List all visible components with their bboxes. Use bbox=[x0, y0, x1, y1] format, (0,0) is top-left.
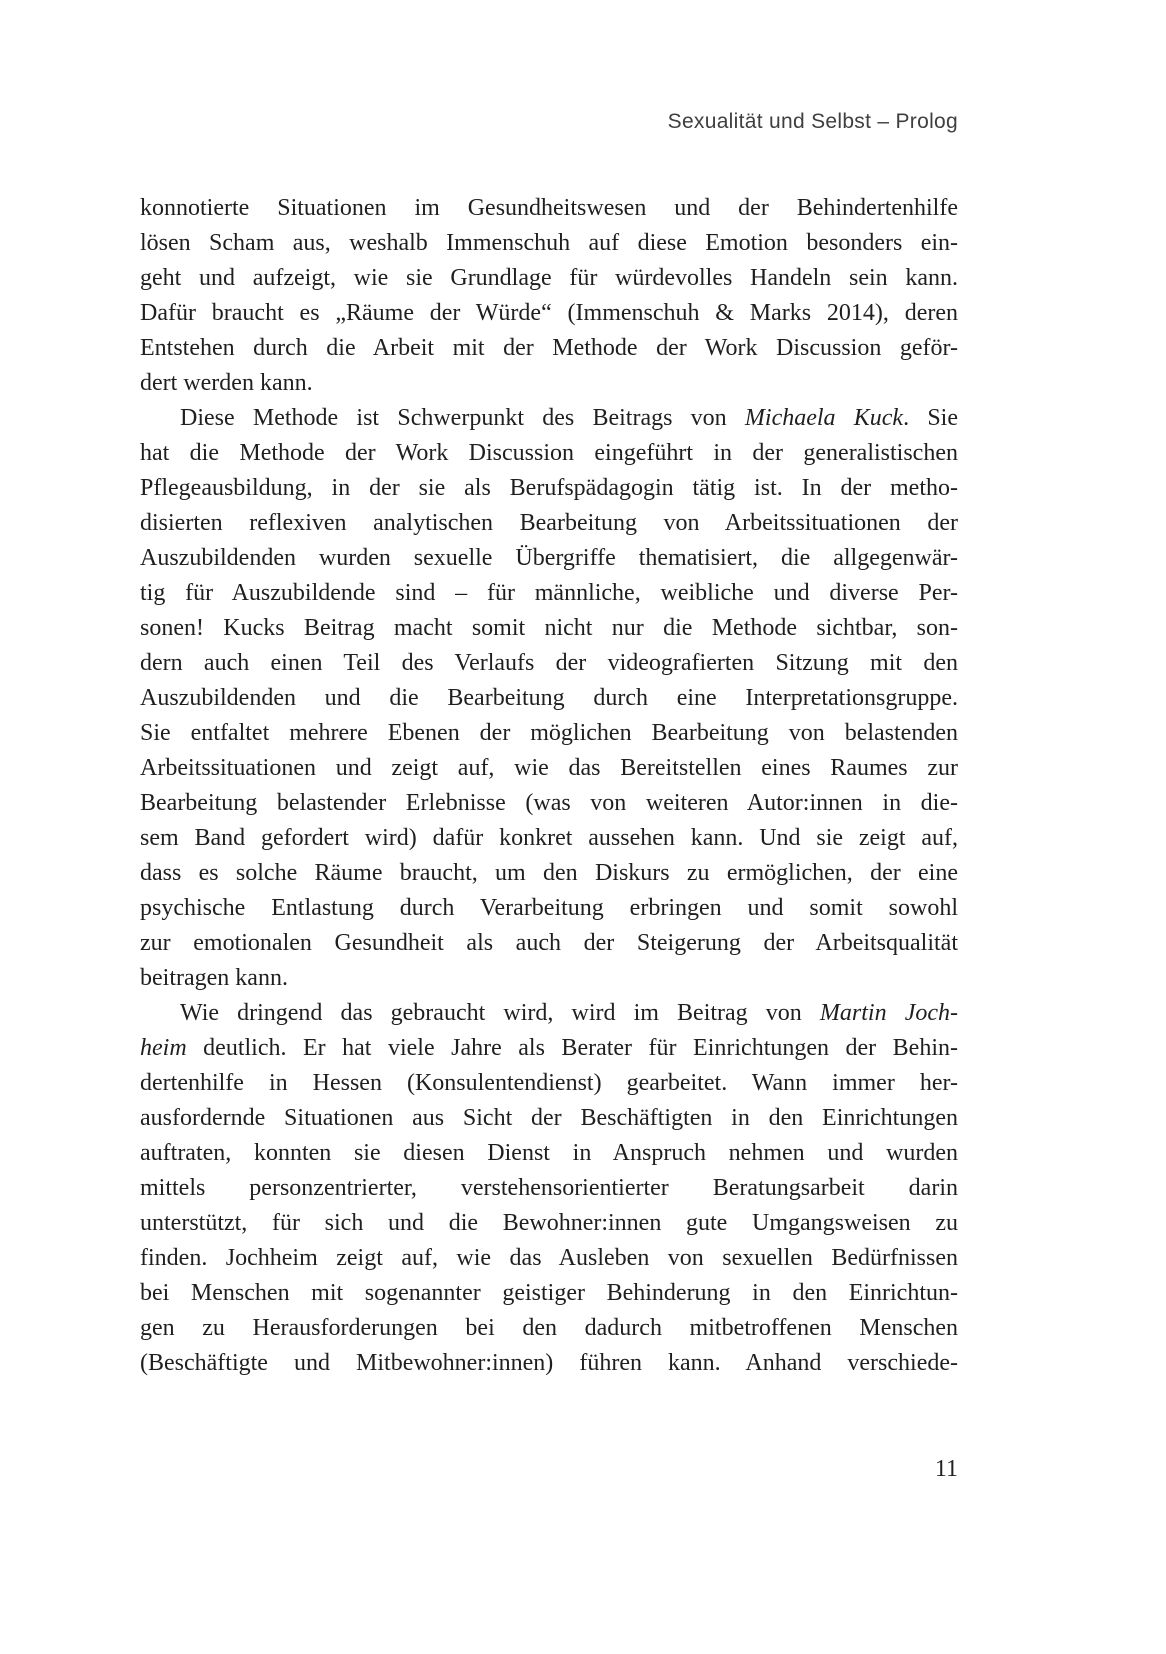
text-line bbox=[140, 1136, 958, 1171]
text-line bbox=[140, 1031, 958, 1066]
text-segment: Bearbeitung belastender Erlebnisse (was von weiteren Autor:innen in die- bbox=[140, 790, 958, 816]
text-line bbox=[140, 1101, 958, 1136]
italic-text-segment: heim bbox=[140, 1035, 187, 1061]
text-segment: gen zu Herausforderungen bei den dadurch mitbetroffenen Menschen bbox=[140, 1315, 958, 1341]
text-line bbox=[140, 366, 958, 401]
text-segment: (Beschäftigte und Mitbewohner:innen) führen kann. Anhand verschiede- bbox=[140, 1350, 958, 1376]
text-line bbox=[140, 681, 958, 716]
text-segment: Pflegeausbildung, in der sie als Berufspädagogin tätig ist. In der metho- bbox=[140, 475, 958, 501]
text-line bbox=[140, 401, 958, 436]
text-line bbox=[140, 576, 958, 611]
text-line bbox=[140, 1171, 958, 1206]
running-header: Sexualität und Selbst – Prolog bbox=[667, 110, 958, 133]
text-segment: sem Band gefordert wird) dafür konkret aussehen kann. Und sie zeigt auf, bbox=[140, 825, 958, 851]
text-segment: mittels personzentrierter, verstehensorientierter Beratungsarbeit darin bbox=[140, 1175, 958, 1201]
text-line bbox=[140, 191, 958, 226]
text-segment: tig für Auszubildende sind – für männliche, weibliche und diverse Per- bbox=[140, 580, 958, 606]
text-segment: Arbeitssituationen und zeigt auf, wie das Bereitstellen eines Raumes zur bbox=[140, 755, 958, 781]
text-line bbox=[140, 751, 958, 786]
text-line bbox=[140, 716, 958, 751]
text-segment: Diese Methode ist Schwerpunkt des Beitrags von bbox=[180, 405, 745, 431]
text-line bbox=[140, 786, 958, 821]
text-segment: . Sie bbox=[903, 405, 958, 431]
text-line bbox=[140, 926, 958, 961]
text-segment: unterstützt, für sich und die Bewohner:innen gute Umgangsweisen zu bbox=[140, 1210, 958, 1236]
text-line bbox=[140, 646, 958, 681]
page-number: 11 bbox=[934, 1456, 958, 1482]
text-segment: geht und aufzeigt, wie sie Grundlage für würdevolles Handeln sein kann. bbox=[140, 265, 958, 291]
body-text bbox=[140, 191, 958, 1381]
text-line bbox=[140, 436, 958, 471]
text-segment: ausfordernde Situationen aus Sicht der Beschäftigten in den Einrichtungen bbox=[140, 1105, 958, 1131]
italic-text-segment: Martin Joch- bbox=[819, 1000, 958, 1026]
text-segment: Entstehen durch die Arbeit mit der Methode der Work Discussion geför- bbox=[140, 335, 958, 361]
text-line bbox=[140, 541, 958, 576]
text-line bbox=[140, 1276, 958, 1311]
text-segment: bei Menschen mit sogenannter geistiger Behinderung in den Einrichtun- bbox=[140, 1280, 958, 1306]
text-segment: Auszubildenden wurden sexuelle Übergriffe thematisiert, die allgegenwär- bbox=[140, 545, 958, 571]
text-segment: sonen! Kucks Beitrag macht somit nicht nur die Methode sichtbar, son- bbox=[140, 615, 958, 641]
text-segment: dern auch einen Teil des Verlaufs der videografierten Sitzung mit den bbox=[140, 650, 958, 676]
text-segment: Sie entfaltet mehrere Ebenen der möglichen Bearbeitung von belastenden bbox=[140, 720, 958, 746]
text-segment: auftraten, konnten sie diesen Dienst in Anspruch nehmen und wurden bbox=[140, 1140, 958, 1166]
paragraph bbox=[140, 191, 958, 401]
text-line bbox=[140, 856, 958, 891]
text-line bbox=[140, 611, 958, 646]
text-line bbox=[140, 296, 958, 331]
text-line bbox=[140, 1206, 958, 1241]
text-segment: deutlich. Er hat viele Jahre als Berater für Einrichtungen der Behin- bbox=[186, 1035, 958, 1061]
text-segment: dertenhilfe in Hessen (Konsulentendienst) gearbeitet. Wann immer her- bbox=[140, 1070, 958, 1096]
text-line bbox=[140, 1311, 958, 1346]
text-segment: beitragen kann. bbox=[140, 965, 288, 991]
text-segment: zur emotionalen Gesundheit als auch der Steigerung der Arbeitsqualität bbox=[140, 930, 958, 956]
text-line bbox=[140, 996, 958, 1031]
italic-text-segment: Michaela Kuck bbox=[744, 405, 904, 431]
text-segment: psychische Entlastung durch Verarbeitung erbringen und somit sowohl bbox=[140, 895, 958, 921]
text-line bbox=[140, 471, 958, 506]
text-segment: disierten reflexiven analytischen Bearbeitung von Arbeitssituationen der bbox=[140, 510, 958, 536]
paragraph bbox=[140, 401, 958, 996]
text-line bbox=[140, 821, 958, 856]
text-line bbox=[140, 506, 958, 541]
text-segment: dass es solche Räume braucht, um den Diskurs zu ermöglichen, der eine bbox=[140, 860, 958, 886]
text-line bbox=[140, 1241, 958, 1276]
text-line bbox=[140, 891, 958, 926]
text-line bbox=[140, 961, 958, 996]
text-segment: lösen Scham aus, weshalb Immenschuh auf diese Emotion besonders ein- bbox=[140, 230, 958, 256]
text-line bbox=[140, 1066, 958, 1101]
text-segment: finden. Jochheim zeigt auf, wie das Ausleben von sexuellen Bedürfnissen bbox=[140, 1245, 958, 1271]
paragraph bbox=[140, 996, 958, 1381]
text-line bbox=[140, 226, 958, 261]
text-segment: Auszubildenden und die Bearbeitung durch eine Interpretationsgruppe. bbox=[140, 685, 958, 711]
text-segment: dert werden kann. bbox=[140, 370, 313, 396]
text-segment: hat die Methode der Work Discussion eingeführt in der generalistischen bbox=[140, 440, 958, 466]
text-line bbox=[140, 1346, 958, 1381]
text-segment: Dafür braucht es „Räume der Würde“ (Immenschuh & Marks 2014), deren bbox=[140, 300, 958, 326]
text-segment: Wie dringend das gebraucht wird, wird im Beitrag von bbox=[180, 1000, 820, 1026]
text-segment: konnotierte Situationen im Gesundheitswesen und der Behindertenhilfe bbox=[140, 195, 958, 221]
text-line bbox=[140, 331, 958, 366]
text-line bbox=[140, 261, 958, 296]
